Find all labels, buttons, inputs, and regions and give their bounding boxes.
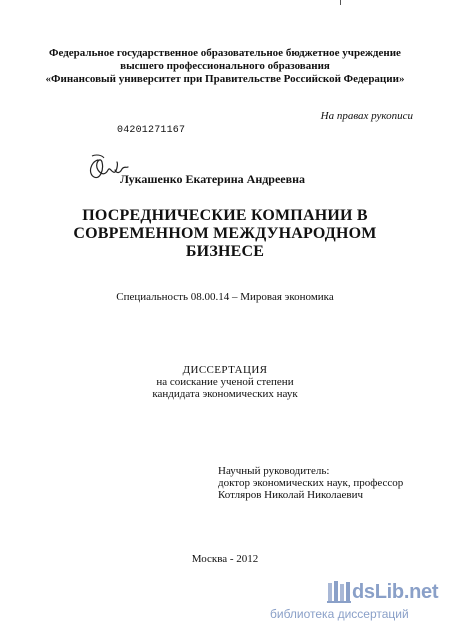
- dissertation-title: [0, 207, 450, 261]
- advisor-label: Научный руководитель:: [218, 465, 330, 477]
- institution-line-1: Федеральное государственное образовательное бюджетное учреждение: [49, 47, 401, 59]
- dissertation-block: [0, 364, 450, 400]
- specialty: Специальность 08.00.14 – Мировая экономика: [116, 291, 334, 303]
- institution-header: [0, 47, 450, 86]
- city-year: Москва - 2012: [191, 553, 259, 565]
- dissertation-line-3: кандидата экономических наук: [152, 388, 298, 400]
- advisor-name: Котляров Николай Николаевич: [218, 489, 363, 501]
- title-line-1: ПОСРЕДНИЧЕСКИЕ КОМПАНИИ В: [82, 207, 368, 224]
- title-line-3: БИЗНЕСЕ: [185, 243, 265, 260]
- dissertation-line-2: на соискание ученой степени: [156, 376, 294, 388]
- institution-line-2: высшего профессионального образования: [120, 60, 330, 72]
- rights-note: На правах рукописи: [320, 110, 413, 122]
- watermark-main: dsLib.net: [352, 581, 439, 603]
- edge-mark: [340, 0, 341, 5]
- author-name: Лукашенко Екатерина Андреевна: [120, 172, 306, 186]
- watermark-sub: библиотека диссертаций: [270, 607, 409, 621]
- institution-line-3: «Финансовый университет при Правительстве Российской Федерации»: [45, 73, 405, 85]
- dissertation-heading: ДИССЕРТАЦИЯ: [182, 364, 268, 376]
- bookshelf-icon: [326, 579, 352, 605]
- advisor-degree: доктор экономических наук, профессор: [218, 477, 404, 489]
- watermark-logo: [270, 577, 450, 628]
- title-line-2: СОВРЕМЕННОМ МЕЖДУНАРОДНОМ: [73, 225, 377, 242]
- advisor-block: [218, 465, 403, 501]
- document-code: 04201271167: [117, 125, 186, 136]
